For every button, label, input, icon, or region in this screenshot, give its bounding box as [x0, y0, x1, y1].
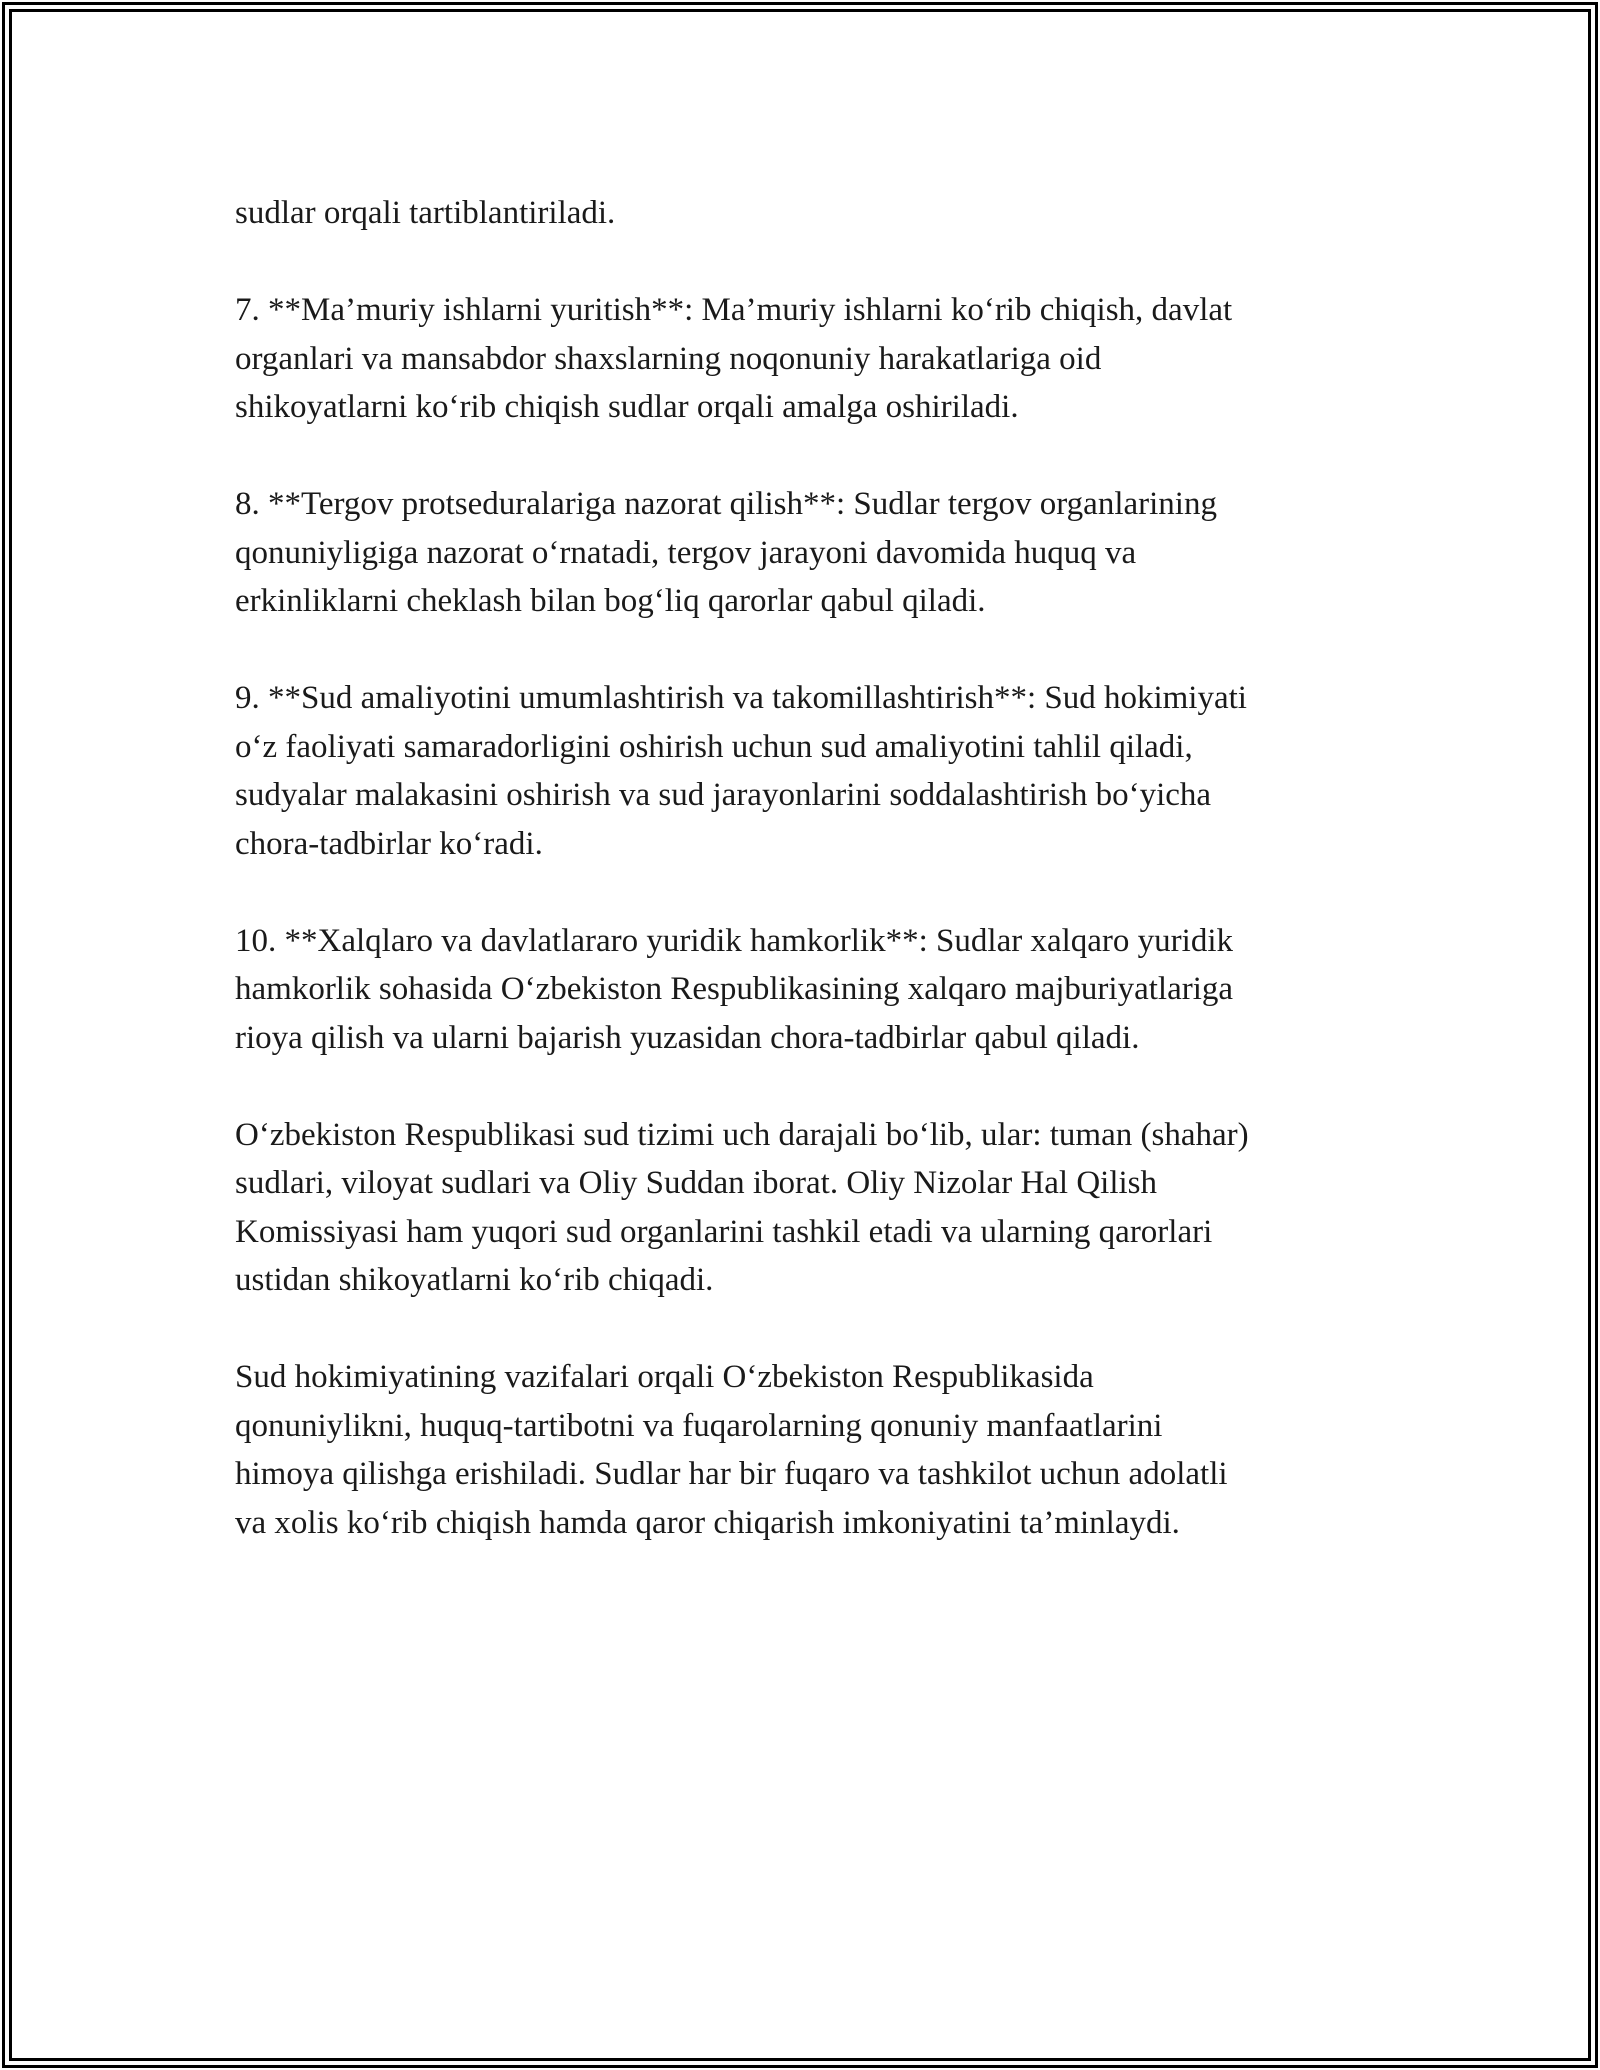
paragraph-item-7: 7. **Ma’muriy ishlarni yuritish**: Ma’muriy ishlarni ko‘rib chiqish, davlat organlari va mansabdor shaxslarning noqonuniy harakatlariga oid shikoyatlarni ko‘rib chiqish sudlar orqali amalga oshiriladi.	[235, 292, 1233, 425]
paragraph-item-8: 8. **Tergov protseduralariga nazorat qilish**: Sudlar tergov organlarining qonuniyligiga nazorat o‘rnatadi, tergov jarayoni davomida huquq va erkinliklarni cheklash bilan bog‘liq qarorlar qabul qiladi.	[235, 486, 1217, 619]
document-body	[235, 189, 1375, 1596]
paragraph-item-10: 10. **Xalqlaro va davlatlararo yuridik hamkorlik**: Sudlar xalqaro yuridik hamkorlik sohasida O‘zbekiston Respublikasining xalqaro majburiyatlariga rioya qilish va ularni bajarish yuzasidan chora-tadbirlar qabul qiladi.	[235, 922, 1234, 1056]
paragraph-item-9: 9. **Sud amaliyotini umumlashtirish va takomillashtirish**: Sud hokimiyati o‘z faoliyati samaradorligini oshirish uchun sud amaliyotini tahlil qiladi, sudyalar malakasini oshirish va sud jarayonlarini soddalashtirish bo‘yicha chora-tadbirlar ko‘radi.	[235, 680, 1247, 862]
paragraph-continuation: sudlar orqali tartiblantiriladi.	[235, 195, 616, 231]
paragraph-conclusion: Sud hokimiyatining vazifalari orqali O‘zbekiston Respublikasida qonuniylikni, huquq-tartibotni va fuqarolarning qonuniy manfaatlarini himoya qilishga erishiladi. Sudlar har bir fuqaro va tashkilot uchun adolatli va xolis ko‘rib chiqish hamda qaror chiqarish imkoniyatini ta’minlaydi.	[235, 1359, 1228, 1541]
paragraph-court-system: O‘zbekiston Respublikasi sud tizimi uch darajali bo‘lib, ular: tuman (shahar) sudlari, viloyat sudlari va Oliy Suddan iborat. Oliy Nizolar Hal Qilish Komissiyasi ham yuqori sud organlarini tashkil etadi va ularning qarorlari ustidan shikoyatlarni ko‘rib chiqadi.	[235, 1116, 1249, 1298]
